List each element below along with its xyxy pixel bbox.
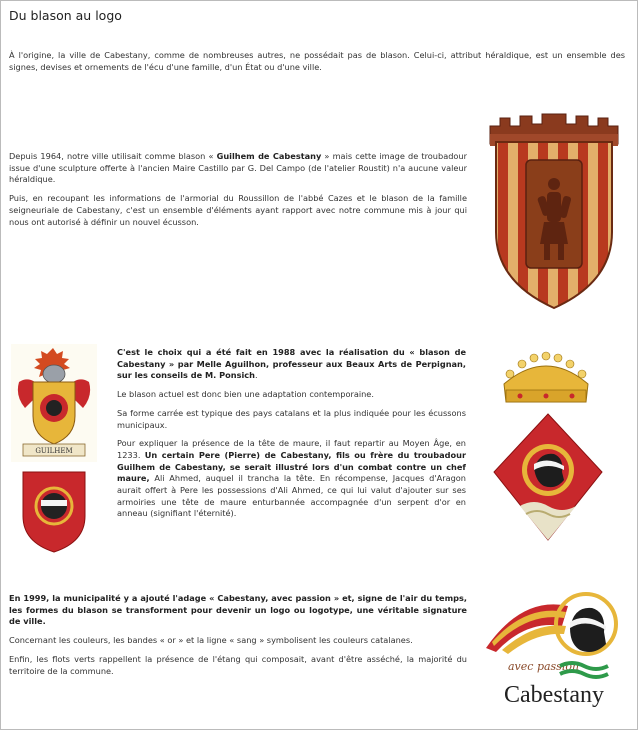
heraldic-blason-drawing-image <box>11 344 97 462</box>
blason-ribbon-caption: GUILHEM <box>35 447 73 455</box>
section-1-p1: Depuis 1964, notre ville utilisait comme blason « Guilhem de Cabestany » mais cette image de troubadour issue d'une sculpture offerte à l'ancien Maire Castillo par G. Del Campo (de l'atelier Roustit) n'a aucune valeur héraldique. <box>9 151 467 185</box>
section-1-p2: Puis, en recoupant les informations de l'armorial du Roussillon de l'abbé Cazes et le blason de la famille seigneuriale de Cabestany, c'est un ensemble d'éléments ayant rapport avec notre commune mis à jour qui nous ont autorisé à définir un nouvel écusson. <box>9 193 467 227</box>
section-3-p1: En 1999, la municipalité y a ajouté l'adage « Cabestany, avec passion » et, signe de l'air du temps, les formes du blason se transforment pour devenir un logo ou logotype, une véritable signature de ville. <box>9 593 467 627</box>
section-2-p3: Sa forme carrée est typique des pays catalans et la plus indiquée pour les écussons municipaux. <box>117 407 466 430</box>
troubadour-wooden-shield-image <box>486 112 622 310</box>
section-3-text <box>9 593 467 684</box>
section-2-p1: C'est le choix qui a été fait en 1988 avec la réalisation du « blason de Cabestany » par Melle Aguilhon, professeur aux Beaux Arts de Perpignan, sur les conseils de M. Ponsich. <box>117 347 466 381</box>
cabestany-logo-image <box>482 586 624 710</box>
section-1-text <box>9 151 467 235</box>
section-3-p2: Concernant les couleurs, les bandes « or » et la ligne « sang » symbolisent les couleurs catalanes. <box>9 635 413 646</box>
logo-tagline: avec passion <box>508 660 580 673</box>
section-2-p2: Le blason actuel est donc bien une adaptation contemporaine. <box>117 389 374 400</box>
gold-crown-image <box>500 344 592 408</box>
diamond-shield-moor-head-image <box>490 410 606 544</box>
intro-paragraph: À l'origine, la ville de Cabestany, comme de nombreuses autres, ne possédait pas de blason. Celui-ci, attribut héraldique, est un ensemble des signes, devises et ornements de l'écu d'une famille, d'un État ou d'une ville. <box>9 50 625 72</box>
section-2-p4: Pour expliquer la présence de la tête de maure, il faut repartir au Moyen Âge, en 1233. Un certain Pere (Pierre) de Cabestany, fils ou frère du troubadour Guilhem de Cabestany, se serait illustré lors d'un combat contre un chef maure, Ali Ahmed, auquel il trancha la tête. En récompense, Jacques d'Aragon aurait offert à Pere les possessions d'Ali Ahmed, ce qui lui valut d'ajouter sur ses armoiries une tête de maure enturbannée accompagnée d'un serpent d'or en anneau (signifiant l'éternité). <box>117 438 466 519</box>
logo-name: Cabestany <box>504 682 604 708</box>
section-2-text <box>117 347 466 527</box>
red-shield-moor-head-image <box>21 470 87 554</box>
page-title: Du blason au logo <box>9 8 122 23</box>
section-3-p3: Enfin, les flots verts rappellent la présence de l'étang qui composait, avant d'être asséché, la majorité du territoire de la commune. <box>9 653 467 676</box>
